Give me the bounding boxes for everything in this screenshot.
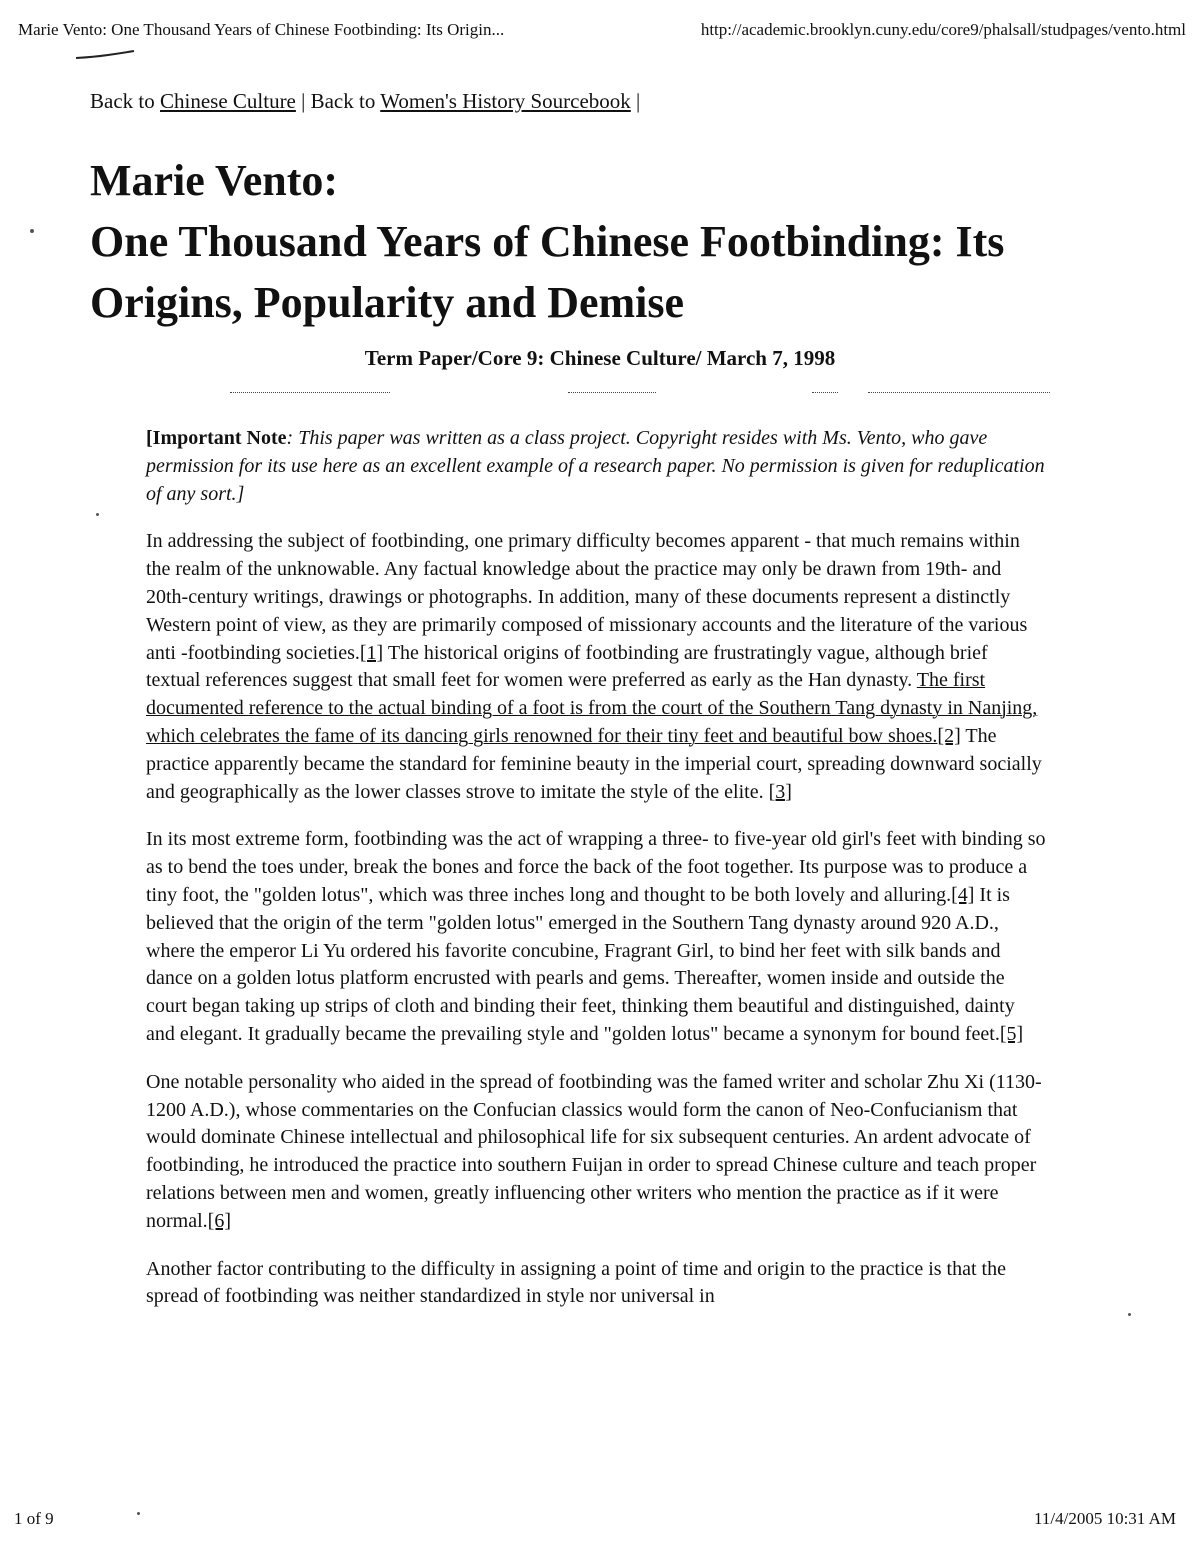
footnote-link-4[interactable]: [4] xyxy=(951,883,975,906)
nav-end: | xyxy=(630,89,641,113)
subtitle: Term Paper/Core 9: Chinese Culture/ March 7, 1998 xyxy=(364,346,836,370)
paragraph-text: The historical origins of footbinding are frustratingly vague, although brief textual references suggest that small feet for women were preferred as early as the Han dynasty. xyxy=(146,641,988,692)
footnote-link-1[interactable]: [1] xyxy=(359,641,384,664)
note-text: This paper was written as a class project. Copyright resides with Ms. Vento, who gave permission for its use here as an excellent example of a research paper. No permission is given for reduplication of any sort. xyxy=(146,427,1045,505)
article-body xyxy=(146,425,1046,1331)
scan-speck xyxy=(137,1512,140,1515)
scan-speck xyxy=(1128,1313,1131,1316)
paragraph-4 xyxy=(146,1256,1046,1312)
paragraph-3 xyxy=(146,1069,1046,1236)
paragraph-text: In its most extreme form, footbinding was the act of wrapping a three- to five-year old girl's feet with binding so as to bend the toes under, break the bones and force the back of the foot together. Its purpose was to produce a tiny foot, the "golden lotus", which was three inches long and thought to be both lovely and alluring. xyxy=(146,828,1046,906)
page-count: 1 of 9 xyxy=(14,1509,54,1528)
footnote-link-6[interactable]: [6] xyxy=(207,1209,231,1232)
print-header-url: http://academic.brooklyn.cuny.edu/core9/phalsall/studpages/vento.html xyxy=(700,20,1186,39)
nav-back-text: Back to xyxy=(90,89,160,113)
paragraph-text: One notable personality who aided in the spread of footbinding was the famed writer and scholar Zhu Xi (1130-1200 A.D.), whose commentaries on the Confucian classics would form the canon of Neo-Confucianism that would dominate Chinese intellectual and philosophical life for six subsequent centuries. An ardent advocate of footbinding, he introduced the practice into southern Fuijan in order to spread Chinese culture and teach proper relations between men and women, greatly influencing other writers who mention the practice as if it were normal. xyxy=(146,1070,1042,1232)
page-title xyxy=(90,150,1140,333)
paragraph-text: Another factor contributing to the difficulty in assigning a point of time and origin to the practice is that the spread of footbinding was neither standardized in style nor universal in xyxy=(146,1257,1006,1308)
paragraph-text: The practice apparently became the standard for feminine beauty in the imperial court, spreading downward socially and geographically as the lower classes strove to imitate the style of the elite. xyxy=(146,724,1042,803)
note-colon: : xyxy=(286,427,299,449)
chinese-culture-link[interactable]: Chinese Culture xyxy=(159,89,296,113)
title-main: One Thousand Years of Chinese Footbinding: Its Origins, Popularity and Demise xyxy=(90,217,1005,327)
pen-mark xyxy=(74,50,136,60)
print-header-title: Marie Vento: One Thousand Years of Chinese Footbinding: Its Origin... xyxy=(18,20,505,39)
print-datetime: 11/4/2005 10:31 AM xyxy=(1034,1509,1176,1528)
footnote-link-5[interactable]: [5] xyxy=(999,1022,1024,1045)
divider-segment xyxy=(868,392,1050,393)
breadcrumb-nav xyxy=(90,89,640,114)
handwritten-underlined-text: The first documented reference to the actual binding of a foot is from the court of the Southern Tang dynasty in Nanjing, which celebrates the fame of its dancing girls renowned for their tiny feet and beautiful bow shoes. xyxy=(146,669,1038,747)
paragraph-2 xyxy=(146,826,1046,1048)
footnote-link-3[interactable]: [3] xyxy=(768,780,792,803)
note-label: [Important Note xyxy=(146,427,287,449)
paragraph-text: In addressing the subject of footbinding, one primary difficulty becomes apparent - that much remains within the realm of the unknowable. Any factual knowledge about the practice may only be drawn from 19th- and 20th-century writings, drawings or photographs. In addition, many of these documents represent a distinctly Western point of view, as they are primarily composed of missionary accounts and the literature of the various anti -footbinding societies. xyxy=(146,530,1028,664)
scan-speck xyxy=(30,229,34,233)
important-note xyxy=(146,425,1046,508)
print-footer xyxy=(14,1509,1176,1533)
nav-separator: | xyxy=(295,89,311,113)
divider-segment xyxy=(812,392,838,393)
nav-back-text-2: Back to xyxy=(310,89,381,113)
divider-segment xyxy=(230,392,390,393)
title-author: Marie Vento: xyxy=(90,156,339,205)
womens-history-link[interactable]: Women's History Sourcebook xyxy=(380,89,631,113)
scan-speck xyxy=(96,513,99,516)
footnote-link-2[interactable]: [2] xyxy=(937,724,961,747)
note-close: ] xyxy=(236,482,245,505)
print-header xyxy=(18,20,1186,48)
divider-segment xyxy=(568,392,656,393)
paragraph-1 xyxy=(146,528,1046,806)
paragraph-text: It is believed that the origin of the term "golden lotus" emerged in the Southern Tang dynasty around 920 A.D., where the emperor Li Yu ordered his favorite concubine, Fragrant Girl, to bind her feet with silk bands and dance on a golden lotus platform encrusted with pearls and gems. Thereafter, women inside and outside the court began taking up strips of cloth and binding their feet, thinking them beautiful and distinguished, dainty and elegant. It gradually became the prevailing style and "golden lotus" became a synonym for bound feet. xyxy=(146,883,1015,1045)
